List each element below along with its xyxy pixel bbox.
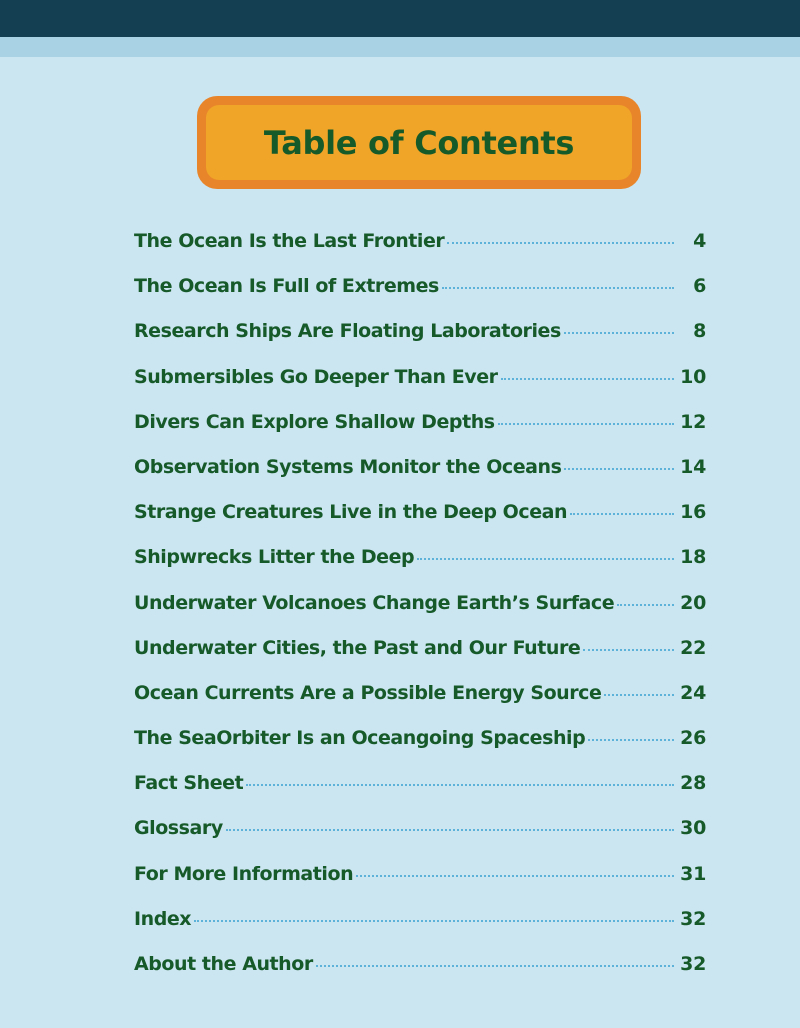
toc-entry-page: 4 bbox=[693, 230, 706, 252]
toc-entry[interactable] bbox=[134, 946, 706, 991]
dot-leader bbox=[564, 332, 674, 334]
toc-entry[interactable] bbox=[134, 449, 706, 494]
dot-leader bbox=[498, 423, 674, 425]
toc-entry-title: Shipwrecks Litter the Deep bbox=[134, 546, 415, 569]
toc-entry-page: 12 bbox=[680, 410, 706, 433]
toc-entry-page: 22 bbox=[680, 636, 706, 659]
toc-entry-page: 20 bbox=[680, 591, 706, 614]
dot-leader bbox=[588, 739, 674, 741]
toc-entry-page: 30 bbox=[680, 817, 706, 840]
toc-entry-title: Glossary bbox=[134, 817, 223, 840]
toc-entry[interactable] bbox=[134, 675, 706, 720]
toc-entry[interactable] bbox=[134, 404, 706, 449]
title-banner bbox=[197, 96, 641, 189]
toc-entry[interactable] bbox=[134, 856, 706, 901]
dot-leader bbox=[442, 287, 674, 289]
dot-leader bbox=[356, 875, 674, 877]
title-banner-inner bbox=[206, 105, 632, 180]
toc-entry[interactable] bbox=[134, 810, 706, 855]
toc-entry-title: Observation Systems Monitor the Oceans bbox=[134, 455, 562, 478]
toc-entry-title: Ocean Currents Are a Possible Energy Source bbox=[134, 681, 602, 704]
dot-leader bbox=[564, 468, 674, 470]
table-of-contents bbox=[134, 223, 706, 991]
toc-entry-page: 26 bbox=[680, 727, 706, 750]
toc-entry-page: 18 bbox=[680, 546, 706, 569]
toc-entry[interactable] bbox=[134, 630, 706, 675]
toc-entry-page: 10 bbox=[680, 365, 706, 388]
dot-leader bbox=[583, 649, 674, 651]
toc-entry-page: 32 bbox=[680, 907, 706, 930]
dot-leader bbox=[226, 829, 674, 831]
toc-entry[interactable] bbox=[134, 539, 706, 584]
dot-leader bbox=[194, 920, 674, 922]
toc-entry[interactable] bbox=[134, 359, 706, 404]
toc-entry-page: 16 bbox=[680, 501, 706, 524]
dot-leader bbox=[417, 558, 674, 560]
toc-entry[interactable] bbox=[134, 494, 706, 539]
toc-entry-title: Underwater Cities, the Past and Our Future bbox=[134, 636, 581, 659]
toc-entry[interactable] bbox=[134, 720, 706, 765]
dot-leader bbox=[316, 965, 674, 967]
dot-leader bbox=[447, 242, 674, 244]
toc-entry-title: For More Information bbox=[134, 862, 354, 885]
toc-entry-title: Research Ships Are Floating Laboratories bbox=[134, 320, 561, 343]
toc-entry-page: 24 bbox=[680, 681, 706, 704]
header-bar bbox=[0, 0, 800, 37]
toc-entry-page: 28 bbox=[680, 772, 706, 795]
toc-entry-title: The Ocean Is the Last Frontier bbox=[134, 230, 445, 252]
toc-entry-title: Submersibles Go Deeper Than Ever bbox=[134, 365, 498, 388]
toc-entry-title: Fact Sheet bbox=[134, 772, 244, 795]
toc-entry[interactable] bbox=[134, 223, 706, 268]
dot-leader bbox=[570, 513, 674, 515]
toc-entry[interactable] bbox=[134, 268, 706, 313]
dot-leader bbox=[501, 378, 674, 380]
toc-entry[interactable] bbox=[134, 313, 706, 358]
toc-entry-title: Divers Can Explore Shallow Depths bbox=[134, 410, 495, 433]
page-title: Table of Contents bbox=[263, 123, 575, 162]
toc-entry[interactable] bbox=[134, 765, 706, 810]
toc-entry-title: Underwater Volcanoes Change Earth’s Surface bbox=[134, 591, 615, 614]
header-stripe bbox=[0, 37, 800, 57]
dot-leader bbox=[604, 694, 674, 696]
toc-entry-title: Index bbox=[134, 907, 192, 930]
toc-entry-title: The SeaOrbiter Is an Oceangoing Spaceship bbox=[134, 727, 586, 750]
toc-entry-title: About the Author bbox=[134, 953, 313, 975]
toc-entry[interactable] bbox=[134, 901, 706, 946]
toc-entry[interactable] bbox=[134, 585, 706, 630]
toc-entry-page: 14 bbox=[680, 455, 706, 478]
dot-leader bbox=[617, 604, 674, 606]
dot-leader bbox=[246, 784, 674, 786]
toc-entry-title: Strange Creatures Live in the Deep Ocean bbox=[134, 501, 568, 524]
toc-entry-page: 8 bbox=[693, 320, 706, 343]
toc-entry-title: The Ocean Is Full of Extremes bbox=[134, 275, 439, 298]
toc-entry-page: 6 bbox=[693, 275, 706, 298]
toc-entry-page: 32 bbox=[680, 953, 706, 975]
toc-entry-page: 31 bbox=[680, 862, 706, 885]
